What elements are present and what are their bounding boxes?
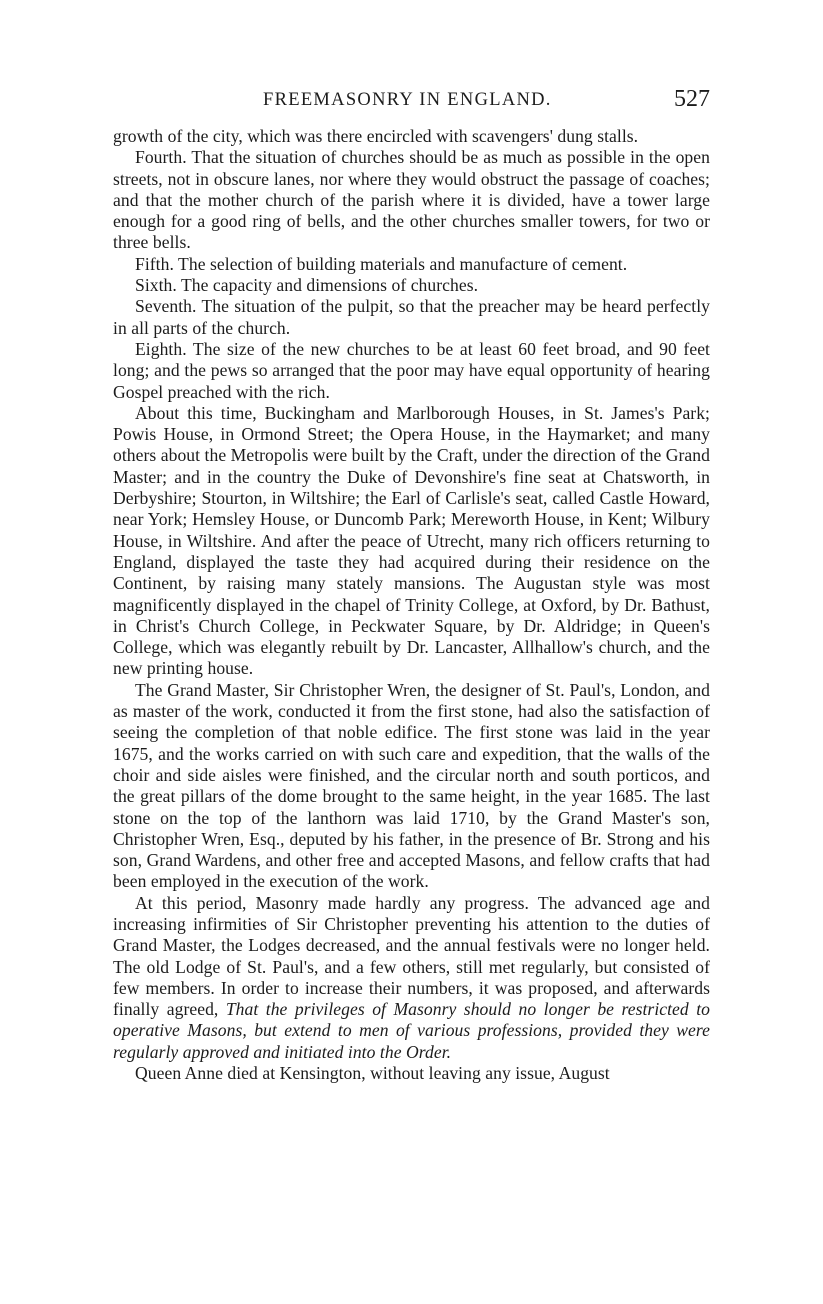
paragraph-masonry-progress: At this period, Masonry made hardly any progress. The advanced age and increasing infirmities of Sir Christopher preventing his attention to the duties of Grand Master, the Lodges decreased, and the annual festivals were no longer held. The old Lodge of St. Paul's, and a few others, still met regularly, but consisted of few members. In order to increase their numbers, it was proposed, and afterwards finally agreed, That the privileges of Masonry should no longer be restricted to operative Masons, but extend to men of various professions, provided they were regularly approved and initiated into the Order. — [113, 892, 711, 1062]
book-page — [113, 88, 710, 1084]
italic-resolution: That the privileges of Masonry should no longer be restricted to operative Masons, but extend to men of various professions, provided they were regularly approved and initiated into the Order. — [113, 999, 711, 1062]
paragraph-continued: growth of the city, which was there encircled with scavengers' dung stalls. — [113, 126, 639, 146]
paragraph-fifth: Fifth. The selection of building materials and manufacture of cement. — [135, 253, 628, 274]
page-number: 527 — [674, 86, 710, 112]
paragraph-sixth: Sixth. The capacity and dimensions of churches. — [135, 275, 479, 296]
paragraph-queen-anne: Queen Anne died at Kensington, without leaving any issue, August — [135, 1063, 610, 1084]
paragraph-grand-master: The Grand Master, Sir Christopher Wren, the designer of St. Paul's, London, and as master of the work, conducted it from the first stone, had also the satisfaction of seeing the completion of that noble edifice. The first stone was laid in the year 1675, and the works carried on with such care and expedition, that the walls of the choir and side aisles were finished, and the circular north and south porticos, and the great pillars of the dome brought to the same height, in the year 1685. The last stone on the top of the lanthorn was laid 1710, by the Grand Master's son, Christopher Wren, Esq., deputed by his father, in the presence of Br. Strong and his son, Grand Wardens, and other free and accepted Masons, and fellow crafts that had been employed in the execution of the work. — [113, 679, 710, 892]
paragraph-buildings: About this time, Buckingham and Marlborough Houses, in St. James's Park; Powis House, in Ormond Street; the Opera House, in the Haymarket; and many others about the Metropolis were built by the Craft, under the direction of the Grand Master; and in the country the Duke of Devonshire's fine seat at Chatsworth, in Derbyshire; Stourton, in Wiltshire; the Earl of Carlisle's seat, called Castle Howard, near York; Hemsley House, or Duncomb Park; Mereworth House, in Kent; Wilbury House, in Wiltshire. And after the peace of Utrecht, many rich officers returning to England, displayed the taste they had acquired during their residence on the Continent, by raising many stately mansions. The Augustan style was most magnificently displayed in the chapel of Trinity College, at Oxford, by Dr. Bathust, in Christ's Church College, in Peckwater Square, by Dr. Aldridge; in Queen's College, which was elegantly rebuilt by Dr. Lancaster, Allhallow's church, and the new printing house. — [113, 402, 710, 679]
running-title: FREEMASONRY IN ENGLAND. — [263, 90, 552, 110]
paragraph-seventh: Seventh. The situation of the pulpit, so that the preacher may be heard perfectly in all parts of the church. — [113, 296, 710, 338]
paragraph-eighth: Eighth. The size of the new churches to be at least 60 feet broad, and 90 feet long; and the pews so arranged that the poor may have equal opportunity of hearing Gospel preached with the rich. — [113, 338, 710, 402]
running-header — [113, 88, 710, 118]
paragraph-fourth: Fourth. That the situation of churches should be as much as possible in the open streets, not in obscure lanes, nor where they would obstruct the passage of coaches; and that the mother church of the parish where it is divided, have a tower large enough for a good ring of bells, and the other churches smaller towers, for two or three bells. — [113, 147, 710, 253]
body-text — [113, 126, 710, 1084]
